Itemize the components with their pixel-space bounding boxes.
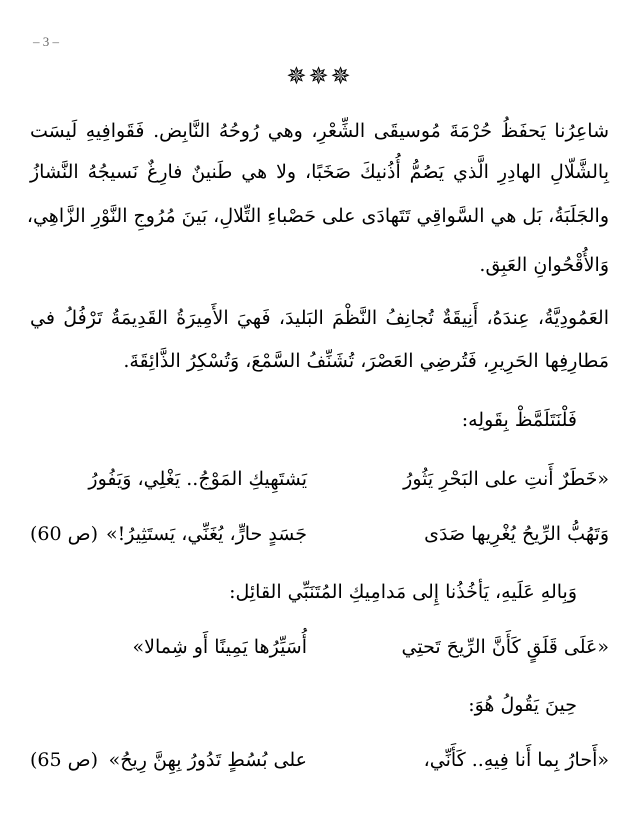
poem-1-verse-1-hemistich-2: يَشتَهِيكِ المَوْجُ.. يَغْلِي، وَيَفُورُ: [88, 468, 307, 490]
poem-2-verse: [30, 630, 609, 664]
quote-intro-1: فَلْنَتَلَمَّظْ بِقَولِه:: [461, 409, 577, 431]
poem-1-verse-2: [30, 517, 609, 551]
poem-1-verse-2-hemistich-2: جَسَدٍ حارٍّ، يُغَنِّي، يَستَثِيرُ!»: [106, 523, 307, 545]
poem-3-verse: [30, 743, 609, 777]
page-number: – 3 –: [33, 34, 59, 49]
page-reference: (ص 60): [30, 523, 99, 545]
paragraph-1-line-2: بِالشَّلّالِ الهادِرِ الَّذي يَصُمُّ أُذُنيكَ صَخَبًا، ولا هي طَنينٌ فارِغٌ نَسيجُهُ النَّشازُ: [30, 161, 609, 183]
quote-intro-3: حِينَ يَقُولُ هُوَ:: [468, 694, 577, 716]
poem-1-verse-1-hemistich-1: «خَطَرٌ أَنتِ على البَحْرِ يَثُورُ: [403, 468, 609, 490]
paragraph-2-line-2: مَطارِفِها الحَرِيرِ، فَتُرضِي العَصْرَ، تُشَنِّفُ السَّمْعَ، وَتُسْكِرُ الذَّائِقَةَ.: [123, 350, 609, 372]
paragraph-1-line-4: وَالأُقْحُوانِ العَبِق.: [479, 254, 609, 276]
page-reference: (ص 65): [30, 749, 99, 771]
section-separator: ✵✵✵: [286, 62, 353, 90]
quote-intro-2: وَبِالهِ عَلَيهِ، يَأخُذُنا إِلى مَدامِيكِ المُتَنَبِّي القائِل:: [229, 581, 577, 603]
poem-1-verse-2-hemistich-1: وَتَهُبُّ الرِّيحُ يُغْرِيها صَدَى: [424, 523, 609, 545]
poem-1-verse-1: [30, 462, 609, 496]
paragraph-1-line-3: والجَلَبَةُ، بَل هي السَّواقِي تَتَهادَى على حَصْباءِ التِّلالِ، بَينَ مُرُوجِ النَّوْرِ الزَّاهِي،: [26, 205, 609, 227]
poem-3-hemistich-2: على بُسُطٍ تَدُورُ بِهِنَّ رِيحُ»: [108, 749, 307, 771]
poem-2-hemistich-2: أُسَيِّرُها يَمِينًا أَو شِمالا»: [132, 636, 307, 658]
poem-3-hemistich-1: «أَحارُ بِما أَنا فِيهِ.. كَأَنِّي،: [423, 749, 609, 771]
paragraph-1-line-1: شاعِرُنا يَحفَظُ حُرْمَةَ مُوسيقَى الشِّعْرِ، وهي رُوحُهُ النَّابِض. فَقَوافِيهِ لَيسَت: [30, 120, 609, 142]
poem-2-hemistich-1: «عَلَى قَلَقٍ كَأَنَّ الرِّيحَ تَحتِي: [401, 636, 609, 658]
paragraph-2-line-1: العَمُودِيَّةُ، عِندَهُ، أَنِيقَةٌ تُجانِفُ النَّظْمَ البَليدَ، فَهيَ الأَمِيرَةُ القَدِيمَةُ تَرْفُلُ في: [30, 307, 609, 329]
